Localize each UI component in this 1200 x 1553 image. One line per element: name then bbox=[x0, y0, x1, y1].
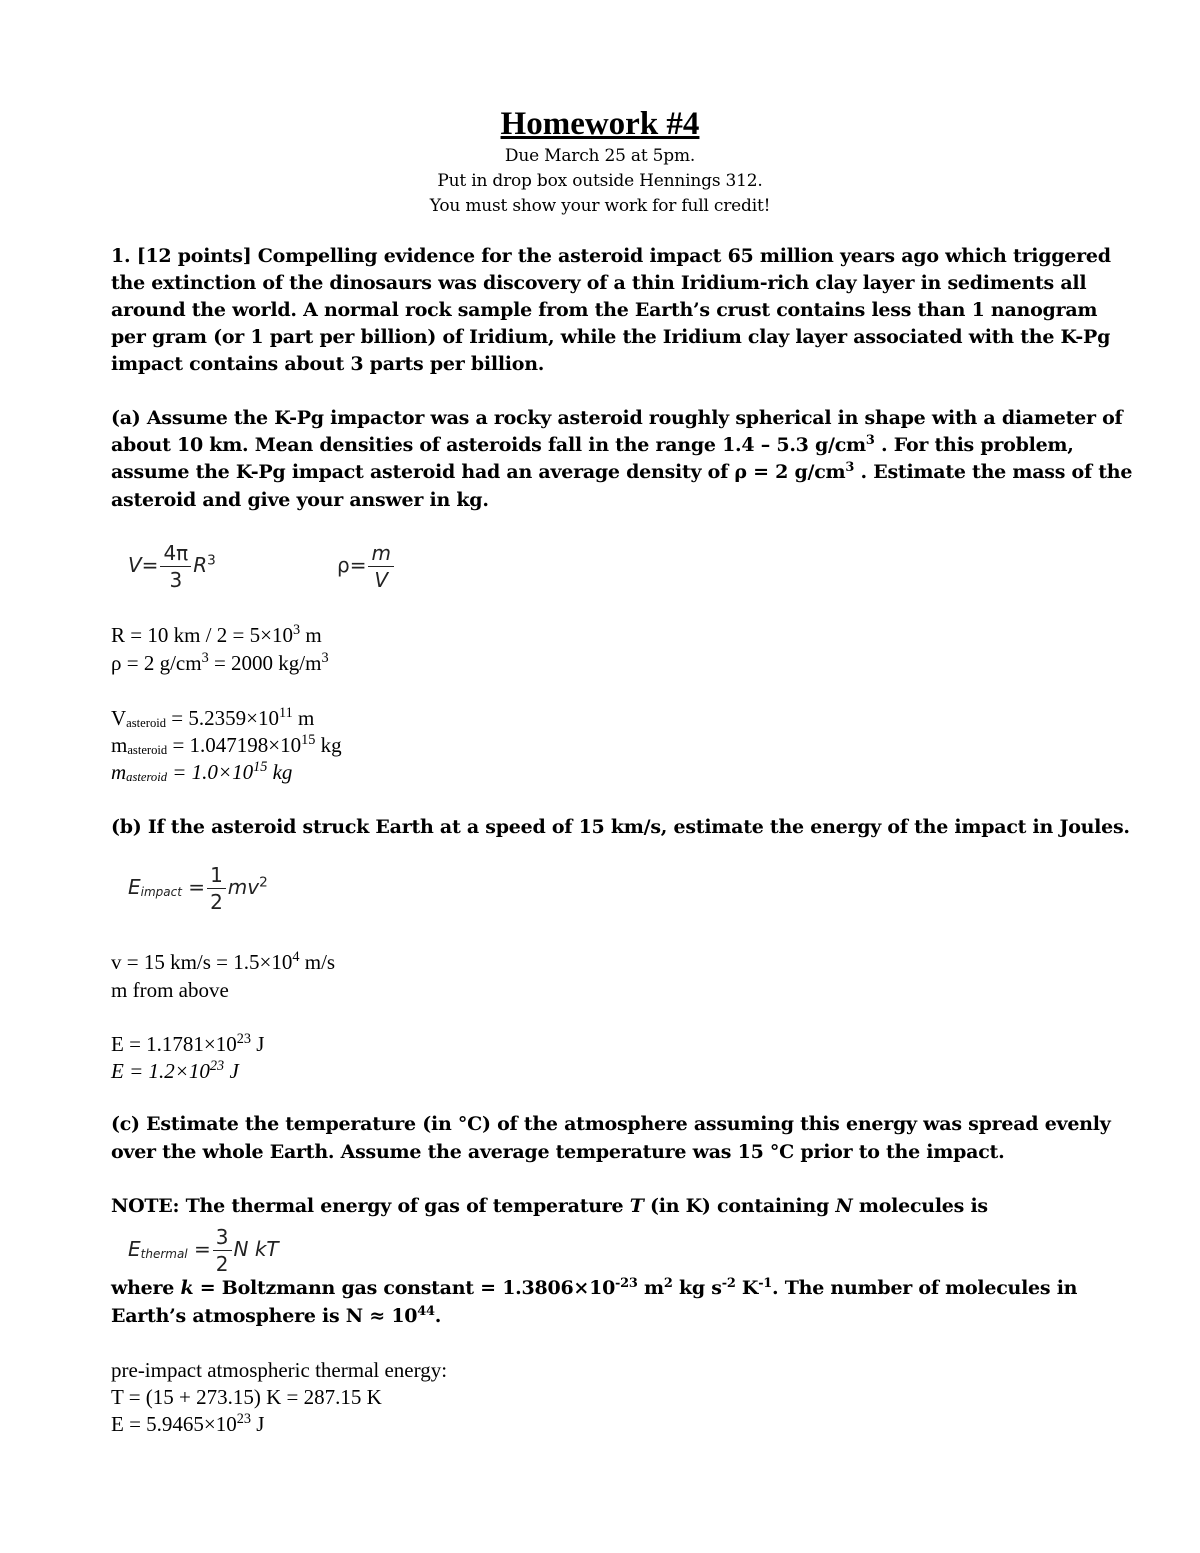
mass-result: $m_{asteroid} = 1.047198\times 10^{15}$ kg bbox=[111, 732, 342, 757]
work-note: You must show your work for full credit! bbox=[429, 196, 771, 216]
q1-line: 1. [12 points] Compelling evidence for the asteroid impact 65 million years ago which triggered bbox=[111, 245, 1111, 267]
temperature-line: T = (15 + 273.15) K = 287.15 K bbox=[111, 1385, 382, 1409]
boltzmann-line: where k = Boltzmann gas constant = $1.3806\times 10^{-23}$ $m^2$ kg $s^{-2}$ $K^{-1}$. The number of molecules in bbox=[111, 1275, 1078, 1299]
qa-line: asteroid and give your answer in kg. bbox=[111, 489, 489, 511]
qa-line: assume the K-Pg impact asteroid had an average density of ρ = 2 $g/cm^3$ . Estimate the mass of the bbox=[111, 459, 1133, 483]
q1-line: around the world. A normal rock sample from the Earth’s crust contains less than 1 nanogram bbox=[111, 299, 1098, 321]
speed-line: v = 15 $km/s = 1.5\times 10^4$ m/s bbox=[111, 949, 336, 974]
qa-line: about 10 km. Mean densities of asteroids fall in the range 1.4 – 5.3 $g/cm^3$ . For this problem, bbox=[111, 432, 1074, 456]
q1-line: the extinction of the dinosaurs was discovery of a thin Iridium-rich clay layer in sediments all bbox=[111, 272, 1087, 294]
q1-line: impact contains about 3 parts per billion. bbox=[111, 353, 545, 375]
pre-impact-label: pre-impact atmospheric thermal energy: bbox=[111, 1358, 448, 1382]
qc-line: over the whole Earth. Assume the average temperature was 15 °C prior to the impact. bbox=[111, 1141, 1005, 1163]
density-equation: ρ= $\frac{m}{V}$ bbox=[337, 540, 396, 593]
volume-equation: V= $\frac{4\pi}{3}$ $R^3$ bbox=[128, 541, 216, 592]
due-date: Due March 25 at 5pm. bbox=[504, 146, 696, 166]
qc-note: NOTE: The thermal energy of gas of temperature T (in K) containing N molecules is bbox=[111, 1195, 988, 1217]
thermal-energy-result: $E = 5.9465\times 10^{23}$ J bbox=[111, 1411, 265, 1436]
q1-line: per gram (or 1 part per billion) of Iridium, while the Iridium clay layer associated with the K-Pg bbox=[111, 326, 1111, 348]
volume-result: $V_{asteroid} = 5.2359\times 10^{11}$ m bbox=[111, 705, 315, 730]
page-title: Homework #4 bbox=[500, 106, 700, 142]
mass-note: m from above bbox=[111, 978, 229, 1002]
qc-line: (c) Estimate the temperature (in °C) of the atmosphere assuming this energy was spread evenly bbox=[111, 1113, 1111, 1135]
energy-result: $E = 1.1781\times 10^{23}$ J bbox=[111, 1031, 265, 1056]
molecules-line: Earth’s atmosphere is $N \approx 10^{44}$. bbox=[111, 1303, 442, 1327]
impact-energy-equation: $E_{impact}$ = $\frac{1}{2}$ $mv^2$ bbox=[128, 863, 268, 914]
qb-line: (b) If the asteroid struck Earth at a speed of 15 km/s, estimate the energy of the impact in Joules. bbox=[111, 816, 1130, 838]
thermal-energy-equation: $E_{thermal}$ = $\frac{3}{2}$ N kT bbox=[128, 1225, 279, 1276]
density-line: ρ = 2 $g/cm^3 = 2000$ $kg/m^3$ bbox=[111, 650, 329, 675]
energy-answer: $E = 1.2\times 10^{23}$ J bbox=[111, 1058, 239, 1083]
radius-line: R = 10 km / $2 = 5\times 10^3$ m bbox=[111, 622, 322, 647]
dropbox-note: Put in drop box outside Hennings 312. bbox=[437, 171, 763, 191]
mass-answer: $m_{asteroid} = 1.0\times 10^{15}$ kg bbox=[111, 759, 293, 784]
qa-line: (a) Assume the K-Pg impactor was a rocky asteroid roughly spherical in shape with a diameter of bbox=[111, 407, 1123, 429]
